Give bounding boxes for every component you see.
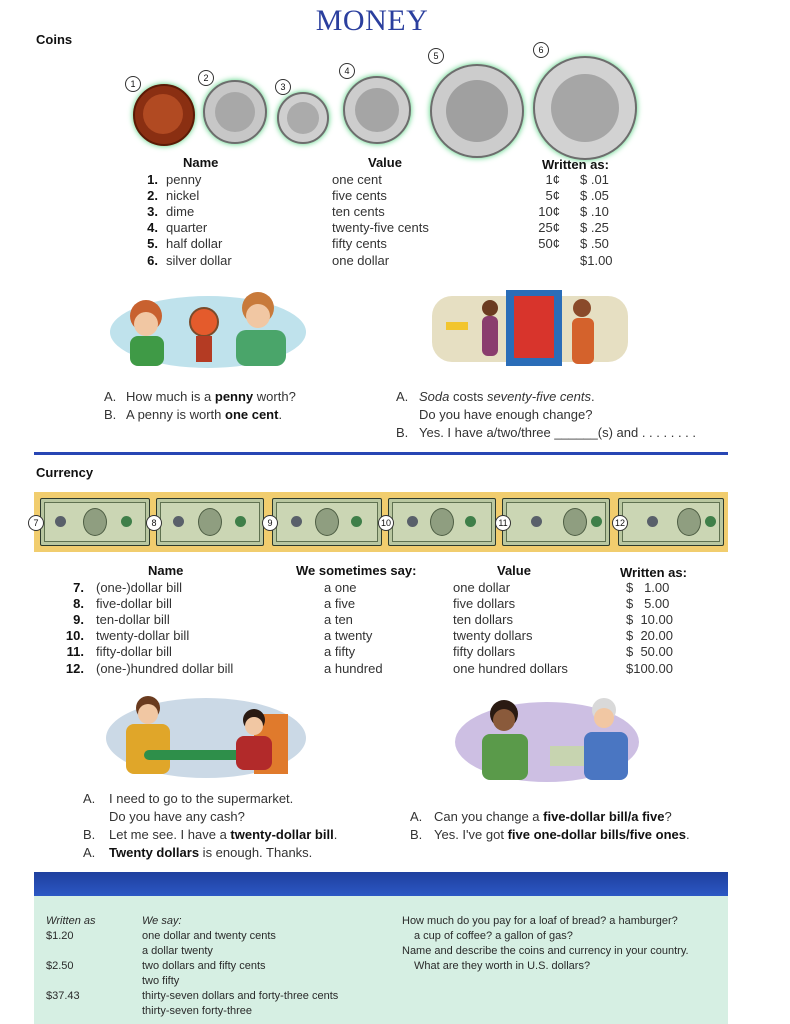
bill-row-written: $ 5.00	[626, 596, 670, 611]
dime-image	[277, 92, 329, 144]
dialog-emphasis: five-dollar bill/a five	[543, 809, 665, 824]
currency-dialog-right	[410, 808, 690, 844]
footer-band	[34, 872, 728, 896]
coin-row-cents: 1¢	[545, 172, 560, 187]
coin-row-value: ten cents	[332, 204, 385, 219]
coin-row-value: twenty-five cents	[332, 220, 429, 235]
coin-row-value: fifty cents	[332, 236, 387, 251]
footer-say-line: two fifty	[142, 975, 180, 987]
couple-table-scene-illustration	[104, 690, 308, 780]
dialog-emphasis: five one-dollar bills/five ones	[507, 827, 686, 842]
coin-row-dollars: $ .01	[580, 172, 609, 187]
coins-section-label: Coins	[36, 32, 73, 47]
dialog-emphasis: penny	[214, 389, 254, 404]
bill-row-say: a five	[324, 596, 356, 611]
dialog-text: Do you have enough change?	[419, 407, 593, 422]
written-as-label	[46, 914, 96, 929]
coin-row-num: 6.	[147, 253, 158, 268]
coins-header-name: Name	[183, 155, 219, 170]
one-dollar-bill-image	[40, 498, 150, 546]
dialog-text: costs	[449, 389, 487, 404]
page-title: MONEY	[315, 4, 429, 37]
bill-row-say: a fifty	[324, 644, 356, 659]
currency-header-say: We sometimes say:	[296, 563, 417, 578]
bill-row-say: a ten	[324, 612, 353, 627]
we-say-label-text: We say:	[142, 915, 182, 927]
coin-row-dollars: $ .25	[580, 220, 609, 235]
coin-number-2: 2	[198, 70, 214, 86]
coin-row-cents: 25¢	[538, 220, 560, 235]
dialog-text: Yes. I have a/two/three ______(s) and . . . . . . . .	[419, 425, 697, 440]
bill-number-11: 11	[495, 515, 511, 531]
gumball-scene-illustration	[108, 286, 308, 372]
bill-row-name: (one-)dollar bill	[96, 580, 182, 595]
bill-row-num: 11.	[66, 644, 84, 659]
bill-row-value: twenty dollars	[453, 628, 533, 643]
coin-row-num: 4.	[147, 220, 158, 235]
dialog-speaker-b: B.	[104, 407, 117, 422]
bill-row-num: 10.	[65, 628, 84, 643]
dialog-text: Yes. I've got	[434, 827, 508, 842]
dialog-speaker-b: B.	[396, 425, 409, 440]
dialog-speaker-b: B.	[410, 827, 423, 842]
currency-section-label: Currency	[36, 465, 94, 480]
hundred-dollar-bill-image	[618, 498, 724, 546]
bill-row-written: $ 10.00	[626, 612, 673, 627]
fifty-dollar-bill-image	[502, 498, 610, 546]
footer-say-line: thirty-seven dollars and forty-three cents	[142, 990, 339, 1002]
footer-say-line: two dollars and fifty cents	[142, 960, 266, 972]
coin-row-value: one cent	[332, 172, 382, 187]
bill-number-7: 7	[28, 515, 44, 531]
dialog-text: Do you have any cash?	[109, 809, 245, 824]
bill-row-written: $ 20.00	[626, 628, 673, 643]
bill-row-name: five-dollar bill	[96, 596, 172, 611]
bill-number-9: 9	[262, 515, 278, 531]
bill-number-10: 10	[378, 515, 394, 531]
footer-written-value: $1.20	[46, 930, 74, 942]
coin-number-3: 3	[275, 79, 291, 95]
bill-row-written: $100.00	[626, 661, 673, 676]
coin-row-name: half dollar	[166, 236, 223, 251]
bill-row-name: (one-)hundred dollar bill	[96, 661, 234, 676]
coin-row-dollars: $ .50	[580, 236, 609, 251]
bill-row-written: $ 1.00	[626, 580, 670, 595]
bill-row-written: $ 50.00	[626, 644, 673, 659]
dialog-speaker-b: B.	[83, 827, 96, 842]
change-counter-scene-illustration	[454, 692, 640, 784]
dialog-text: A penny is worth	[126, 407, 225, 422]
dialog-speaker-a: A.	[83, 845, 96, 860]
coin-row-num: 1.	[147, 172, 158, 187]
half-dollar-image	[430, 64, 524, 158]
currency-header-value: Value	[497, 563, 531, 578]
coin-row-cents: 50¢	[538, 236, 560, 251]
coins-dialog-right	[396, 388, 696, 442]
dialog-text: Can you change a	[434, 809, 544, 824]
discussion-question: Name and describe the coins and currency in your country.	[402, 945, 689, 957]
bill-number-8: 8	[146, 515, 162, 531]
coin-number-5: 5	[428, 48, 444, 64]
coin-row-name: quarter	[166, 220, 208, 235]
bill-row-name: fifty-dollar bill	[96, 644, 172, 659]
dialog-text: ?	[664, 809, 672, 824]
dialog-text: .	[278, 407, 283, 422]
coin-row-dollars: $ .05	[580, 188, 609, 203]
coin-number-1: 1	[125, 76, 141, 92]
dialog-emphasis: Soda	[419, 389, 450, 404]
bill-row-num: 7.	[73, 580, 84, 595]
coin-row-name: penny	[166, 172, 202, 187]
quarter-image	[343, 76, 411, 144]
coin-number-4: 4	[339, 63, 355, 79]
bill-row-num: 12.	[65, 661, 84, 676]
footer-written-value: $37.43	[46, 990, 80, 1002]
coin-row-dollars: $1.00	[580, 253, 613, 268]
nickel-image	[203, 80, 267, 144]
bill-number-12: 12	[612, 515, 628, 531]
coin-row-value: five cents	[332, 188, 387, 203]
currency-dialog-left	[83, 790, 337, 862]
dialog-speaker-a: A.	[83, 791, 96, 806]
discussion-question: What are they worth in U.S. dollars?	[414, 960, 591, 972]
coins-header-value: Value	[368, 155, 402, 170]
twenty-dollar-bill-image	[388, 498, 496, 546]
coin-row-num: 3.	[147, 204, 158, 219]
penny-image	[133, 84, 195, 146]
dialog-text: .	[591, 389, 595, 404]
footer-written-value: $2.50	[46, 960, 74, 972]
bill-row-value: fifty dollars	[453, 644, 516, 659]
currency-header-name: Name	[148, 563, 184, 578]
bill-row-name: twenty-dollar bill	[96, 628, 190, 643]
dialog-speaker-a: A.	[410, 809, 423, 824]
soda-machine-scene-illustration	[432, 286, 628, 372]
currency-header-written: Written as:	[620, 565, 687, 580]
five-dollar-bill-image	[156, 498, 264, 546]
bill-row-say: a one	[324, 580, 357, 595]
silver-dollar-image	[533, 56, 637, 160]
dialog-emphasis: seventy-five cents	[486, 389, 591, 404]
bill-row-value: ten dollars	[453, 612, 513, 627]
coins-dialog-left	[104, 388, 296, 424]
coin-row-cents: 10¢	[538, 204, 560, 219]
bill-row-say: a hundred	[324, 661, 383, 676]
written-as-label-text: Written as	[46, 915, 96, 927]
coin-number-6: 6	[533, 42, 549, 58]
dialog-emphasis: one cent	[225, 407, 279, 422]
bill-row-num: 8.	[73, 596, 84, 611]
bill-row-num: 9.	[73, 612, 84, 627]
coin-row-cents: 5¢	[545, 188, 560, 203]
coin-row-value: one dollar	[332, 253, 390, 268]
bill-row-say: a twenty	[324, 628, 373, 643]
coin-row-dollars: $ .10	[580, 204, 609, 219]
bill-row-value: one dollar	[453, 580, 511, 595]
bill-row-name: ten-dollar bill	[96, 612, 170, 627]
dialog-text: How much is a	[126, 389, 215, 404]
we-say-label	[142, 914, 182, 929]
dialog-emphasis: Twenty dollars	[109, 845, 200, 860]
dialog-speaker-a: A.	[104, 389, 117, 404]
dialog-text: .	[333, 827, 338, 842]
bill-row-value: five dollars	[453, 596, 516, 611]
dialog-speaker-a: A.	[396, 389, 409, 404]
discussion-question: How much do you pay for a loaf of bread? a hamburger?	[402, 915, 678, 927]
discussion-question: a cup of coffee? a gallon of gas?	[414, 930, 573, 942]
dialog-text: worth?	[253, 389, 296, 404]
footer-say-line: a dollar twenty	[142, 945, 213, 957]
dialog-emphasis: twenty-dollar bill	[230, 827, 334, 842]
footer-say-line: thirty-seven forty-three	[142, 1005, 253, 1017]
coin-row-num: 5.	[147, 236, 158, 251]
coin-row-name: nickel	[166, 188, 200, 203]
coin-row-num: 2.	[147, 188, 158, 203]
bill-row-value: one hundred dollars	[453, 661, 568, 676]
coin-row-name: dime	[166, 204, 195, 219]
coin-row-name: silver dollar	[166, 253, 232, 268]
dialog-text: .	[686, 827, 690, 842]
ten-dollar-bill-image	[272, 498, 382, 546]
coins-header-written: Written as:	[542, 157, 609, 172]
dialog-text: I need to go to the supermarket.	[109, 791, 294, 806]
section-divider	[34, 452, 728, 455]
dialog-text: is enough. Thanks.	[199, 845, 313, 860]
dialog-text: Let me see. I have a	[109, 827, 231, 842]
footer-say-line: one dollar and twenty cents	[142, 930, 276, 942]
